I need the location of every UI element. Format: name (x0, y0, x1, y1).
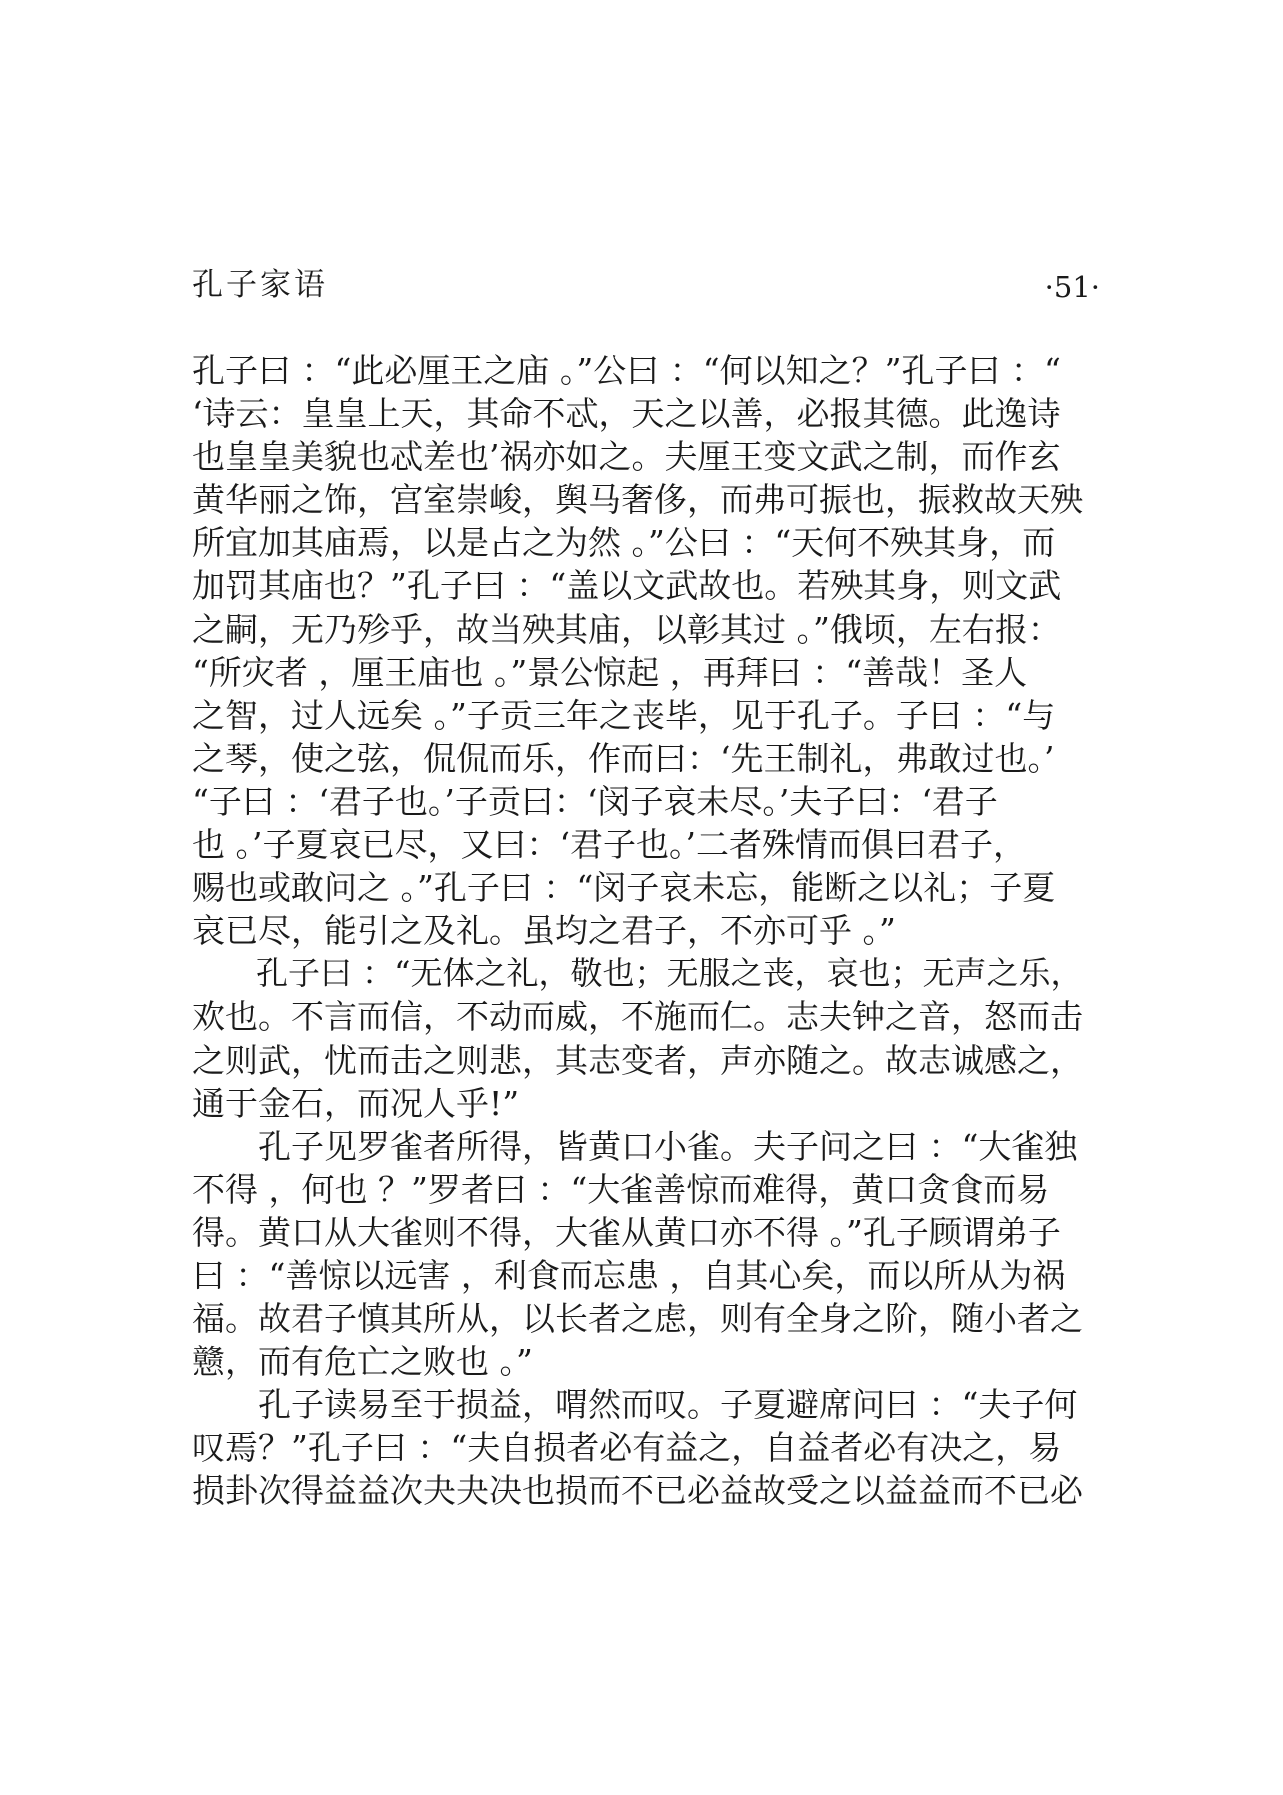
text-line: “所灾者 ，厘王庙也 。”景公惊起 ，再拜曰 ：“善哉！圣人 (192, 652, 1028, 692)
text-line: 孔子读易至于损益，喟然而叹。子夏避席问曰 ：“夫子何 (192, 1385, 1078, 1425)
text-line: 赐也或敢问之 。”孔子曰 ：“闵子哀未忘，能断之以礼；子夏 (192, 868, 1056, 908)
body-text (192, 349, 1092, 1513)
text-line: 之则武，忧而击之则悲，其志变者，声亦随之。故志诚感之， (192, 1040, 1083, 1080)
text-line: 也 。’子夏哀已尽，又曰：‘君子也。’二者殊情而俱曰君子， (192, 825, 1026, 865)
text-line: 损卦次得益益次夬夬决也损而不已必益故受之以益益而不已必 (192, 1471, 1083, 1511)
text-line: 福。故君子慎其所从，以长者之虑，则有全身之阶，随小者之 (192, 1299, 1083, 1339)
text-line: 不得 ，何也 ？”罗者曰 ：“大雀善惊而难得，黄口贪食而易 (192, 1169, 1050, 1209)
page-number: ·51· (1044, 270, 1100, 304)
text-line: 通于金石，而况人乎!” (192, 1083, 520, 1123)
text-line: 戆，而有危亡之败也 。” (192, 1342, 533, 1382)
text-line: 之嗣，无乃殄乎，故当殃其庙，以彰其过 。”俄顷，左右报： (192, 609, 1061, 649)
text-line: 所宜加其庙焉，以是占之为然 。”公曰 ：“天何不殃其身，而 (192, 523, 1056, 563)
text-line: 之智，过人远矣 。”子贡三年之丧毕，见于孔子。子曰 ：“与 (192, 695, 1056, 735)
text-line: 黄华丽之饰，宫室崇峻，舆马奢侈，而弗可振也，振救故天殃 (192, 480, 1083, 520)
text-line: 孔子曰 ：“无体之礼，敬也；无服之丧，哀也；无声之乐， (192, 954, 1083, 993)
running-header-title: 孔子家语 (192, 267, 328, 303)
text-line: 哀已尽，能引之及礼。虽均之君子，不亦可乎 。” (192, 911, 896, 951)
text-line: 得。黄口从大雀则不得，大雀从黄口亦不得 。”孔子顾谓弟子 (192, 1212, 1061, 1252)
text-line: 叹焉？”孔子曰 ：“夫自损者必有益之，自益者必有决之，易 (192, 1428, 1062, 1468)
text-line: ‘诗云：皇皇上天，其命不忒，天之以善，必报其德。此逸诗 (192, 394, 1061, 434)
text-line: 孔子见罗雀者所得，皆黄口小雀。夫子问之曰 ：“大雀独 (192, 1126, 1078, 1166)
text-line: 孔子曰 ：“此必厘王之庙 。”公曰 ：“何以知之？”孔子曰 ：“ (192, 351, 1061, 390)
text-line: 欢也。不言而信，不动而威，不施而仁。志夫钟之音，怒而击 (192, 997, 1083, 1037)
text-line: 加罚其庙也？”孔子曰 ：“盖以文武故也。若殃其身，则文武 (192, 566, 1062, 606)
text-line: 也皇皇美貌也忒差也’祸亦如之。夫厘王变文武之制，而作玄 (192, 437, 1061, 477)
text-line: 之琴，使之弦，侃侃而乐，作而曰：‘先王制礼，弗敢过也。’ (192, 738, 1055, 778)
text-line: 曰 ：“善惊以远害 ，利食而忘患 ，自其心矣，而以所从为祸 (192, 1255, 1066, 1295)
text-line: “子曰 ：‘君子也。’子贡曰：‘闵子哀未尽。’夫子曰：‘君子 (192, 781, 998, 821)
